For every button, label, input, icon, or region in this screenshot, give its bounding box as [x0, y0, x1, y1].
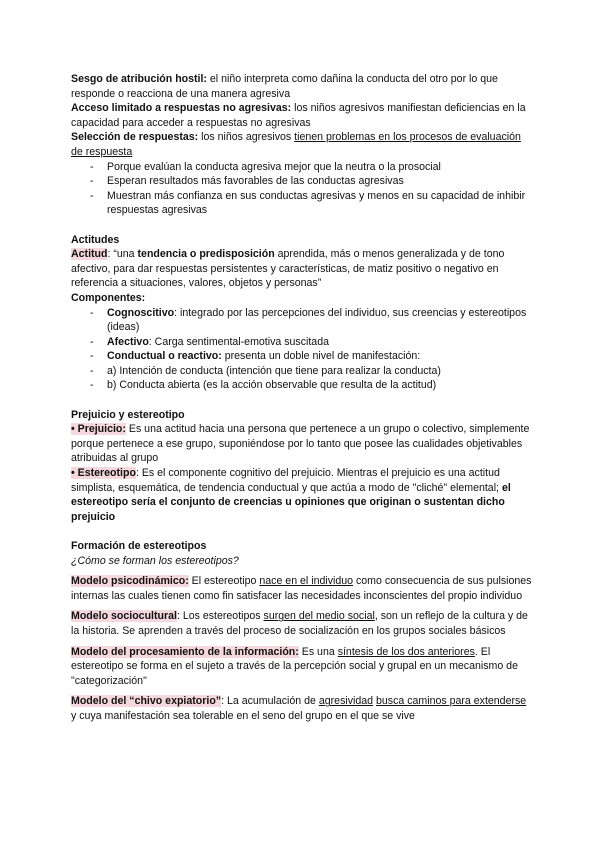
- list-item: [71, 335, 533, 350]
- term-estereotipo: • Estereotipo: [71, 467, 136, 480]
- underlined-text: nace en el individuo: [259, 575, 354, 588]
- underlined-text: tienen problemas en los procesos de evaluación de respuesta: [71, 131, 521, 158]
- subtitle-como-se-forman: ¿Cómo se forman los estereotipos?: [71, 554, 239, 567]
- text-conductual: presenta un doble nivel de manifestación:: [221, 350, 421, 363]
- text-modelo-procesamiento-1: Es una: [298, 645, 338, 658]
- underlined-text: busca caminos para extenderse: [376, 695, 527, 708]
- bold-tendencia: tendencia o predisposición: [137, 248, 275, 261]
- section-title-formacion: Formación de estereotipos: [71, 540, 207, 552]
- paragraph-seleccion-respuestas: [71, 130, 533, 159]
- text-cognoscitivo: : integrado por las percepciones del individuo, sus creencias y estereotipos (ideas): [107, 306, 527, 334]
- text-modelo-procesamiento-2: . El estereotipo se forma en el sujeto a través de la percepción social y grupal en un mecanismo de "categorización": [71, 645, 518, 687]
- text-seleccion-respuestas: los niños agresivos: [198, 131, 295, 144]
- text-actitud-2: aprendida, más o menos generalizada y de tono afectivo, para dar respuestas persistentes y características, de matiz positivo o negativo en referencia a situaciones, valores, objetos y personas”: [71, 248, 505, 290]
- text-modelo-psicodinamico-2: como consecuencia de sus pulsiones internas las cuales tienen como fin satisfacer las necesidades inconscientes del propio individuo: [71, 575, 532, 602]
- term-seleccion-respuestas: Selección de respuestas:: [71, 131, 199, 144]
- list-item: - Muestran más confianza en sus conductas agresivas y menos en su capacidad de inhibir respuestas agresivas: [71, 189, 533, 218]
- term-modelo-procesamiento: Modelo del procesamiento de la información:: [71, 645, 299, 658]
- term-sesgo-atribucion: Sesgo de atribución hostil:: [71, 73, 207, 85]
- text-acceso-limitado: los niños agresivos manifiestan deficiencias en la capacidad para acceder a respuestas no agresivas: [71, 102, 526, 129]
- term-acceso-limitado: Acceso limitado a respuestas no agresivas:: [71, 102, 292, 115]
- text-prejuicio: Es una actitud hacia una persona que pertenece a un grupo o colectivo, simplemente porque pertenece a ese grupo, suponiéndose por lo tanto que posee las cualidades objetivables atribuidas al grupo: [71, 423, 530, 465]
- document-body: [71, 72, 533, 724]
- section-title-prejuicio: Prejuicio y estereotipo: [71, 408, 185, 421]
- underlined-text: síntesis de los dos anteriores: [337, 645, 475, 658]
- text-modelo-sociocultural-2: , son un reflejo de la cultura y de la historia. Se aprenden a través del proceso de socialización en los grupos sociales básicos: [71, 610, 528, 637]
- term-modelo-sociocultural: Modelo sociocultural: [71, 610, 177, 623]
- term-cognoscitivo: Cognoscitivo: [107, 306, 175, 319]
- bold-estereotipo-definition: el estereotipo sería el conjunto de creencias u opiniones que originan o sustentan dicho prejuicio: [71, 481, 511, 523]
- bullet-list-seleccion: [71, 160, 533, 218]
- paragraph-modelo-chivo-expiatorio: [71, 694, 533, 723]
- list-item: - Esperan resultados más favorables de las conductas agresivas: [71, 174, 533, 189]
- list-item: - Porque evalúan la conducta agresiva mejor que la neutra o la prosocial: [71, 160, 533, 175]
- paragraph-acceso-limitado: [71, 101, 533, 130]
- section-title-actitudes: Actitudes: [71, 233, 120, 246]
- text-actitud-1: : “una: [107, 248, 138, 261]
- paragraph-modelo-procesamiento: [71, 645, 533, 689]
- text-modelo-psicodinamico-1: El estereotipo: [188, 575, 260, 588]
- underlined-text: agresividad: [318, 695, 374, 708]
- list-item: [71, 306, 533, 335]
- text-chivo-3: y cuya manifestación sea tolerable en el seno del grupo en el que se vive: [71, 709, 415, 722]
- paragraph-prejuicio: [71, 422, 533, 466]
- paragraph-modelo-sociocultural: [71, 609, 533, 638]
- term-modelo-chivo-expiatorio: Modelo del “chivo expiatorio”: [71, 695, 222, 708]
- subtitle-componentes: Componentes:: [71, 291, 146, 304]
- term-afectivo: Afectivo: [107, 335, 149, 348]
- paragraph-actitud-definition: [71, 247, 533, 291]
- term-modelo-psicodinamico: Modelo psicodinámico:: [71, 575, 189, 588]
- text-chivo-1: : La acumulación de: [221, 695, 319, 708]
- underlined-text: surgen del medio social: [263, 610, 375, 623]
- term-actitud: Actitud: [71, 248, 108, 261]
- term-prejuicio: • Prejuicio:: [71, 423, 126, 436]
- list-item: - b) Conducta abierta (es la acción observable que resulta de la actitud): [71, 378, 533, 393]
- term-conductual: Conductual o reactivo:: [107, 350, 222, 363]
- text-estereotipo: : Es el componente cognitivo del prejuicio. Mientras el prejuicio es una actitud simplista, esquemática, de tendencia conductual y que actúa a modo de "cliché" elemental;: [71, 467, 502, 494]
- text-afectivo: : Carga sentimental-emotiva suscitada: [148, 335, 329, 348]
- list-item: - a) Intención de conducta (intención que tiene para realizar la conducta): [71, 364, 533, 379]
- list-item: [71, 349, 533, 364]
- paragraph-sesgo-atribucion: [71, 72, 533, 101]
- paragraph-modelo-psicodinamico: [71, 574, 533, 603]
- text-modelo-sociocultural-1: : Los estereotipos: [176, 610, 264, 623]
- bullet-list-componentes: [71, 306, 533, 394]
- paragraph-estereotipo: [71, 466, 533, 524]
- text-sesgo-atribucion: el niño interpreta como dañina la conducta del otro por lo que responde o reacciona de una manera agresiva: [71, 73, 498, 100]
